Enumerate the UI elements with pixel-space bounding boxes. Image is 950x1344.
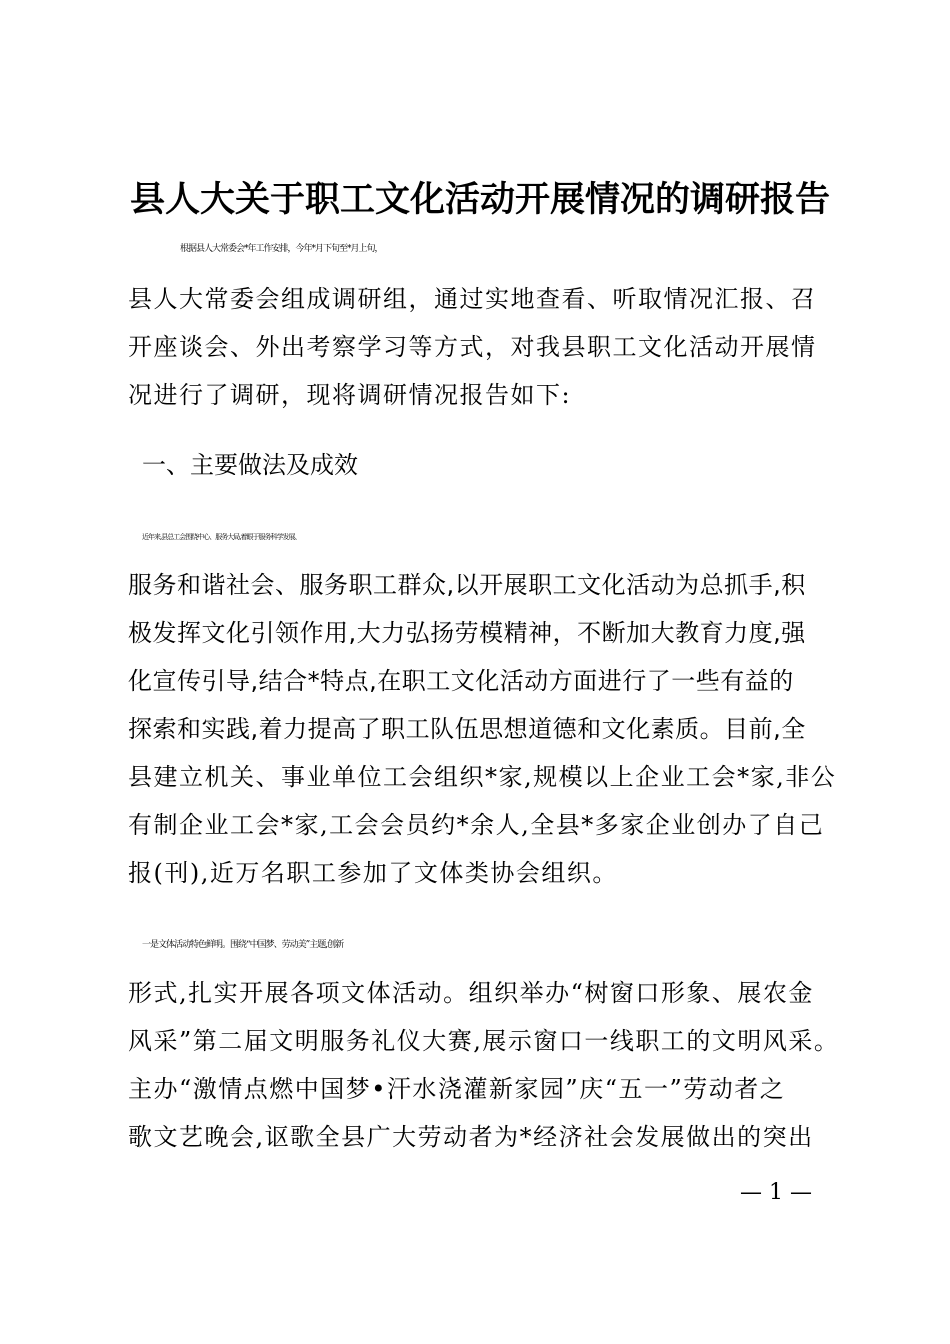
paragraph-line: 化宣传引导,结合*特点,在职工文化活动方面进行了一些有益的 (128, 667, 794, 695)
paragraph-line: 报(刊),近万名职工参加了文体类协会组织。 (128, 859, 618, 887)
paragraph-line: 歌文艺晚会,讴歌全县广大劳动者为*经济社会发展做出的突出 (128, 1123, 814, 1151)
paragraph-line: 探索和实践,着力提高了职工队伍思想道德和文化素质。目前,全 (128, 715, 806, 743)
intro-line: 县人大常委会组成调研组，通过实地查看、听取情况汇报、召 (128, 285, 817, 313)
paragraph-line: 风采”第二届文明服务礼仪大赛,展示窗口一线职工的文明风采。 (128, 1027, 840, 1055)
paragraph-line: 近年来,县总工会围绕中心、服务大局,着眼于服务科学发展、 (142, 533, 301, 541)
paragraph-line: 一是文体活动特色鲜明。围绕“中国梦、劳动美”主题,创新 (142, 940, 344, 950)
paragraph-line: 极发挥文化引领作用,大力弘扬劳模精神，不断加大教育力度,强 (128, 619, 806, 647)
intro-line: 开座谈会、外出考察学习等方式，对我县职工文化活动开展情 (128, 333, 817, 361)
paragraph-line: 主办“激情点燃中国梦•汗水浇灌新家园”庆“五一”劳动者之 (128, 1075, 786, 1103)
intro-line: 况进行了调研，现将调研情况报告如下: (128, 381, 572, 409)
page-number: — 1 — (740, 1180, 812, 1205)
paragraph-line: 县建立机关、事业单位工会组织*家,规模以上企业工会*家,非公 (128, 763, 837, 791)
section-heading: 一、主要做法及成效 (142, 451, 358, 479)
paragraph-line: 服务和谐社会、服务职工群众,以开展职工文化活动为总抓手,积 (128, 571, 806, 599)
intro-line: 根据县人大常委会*年工作安排，今年*月下旬至*月上旬， (180, 244, 383, 254)
paragraph-line: 有制企业工会*家,工会会员约*余人,全县*多家企业创办了自己 (128, 811, 825, 839)
paragraph-line: 形式,扎实开展各项文体活动。组织举办“树窗口形象、展农金 (128, 979, 814, 1007)
document-title: 县人大关于职工文化活动开展情况的调研报告 (129, 179, 830, 220)
